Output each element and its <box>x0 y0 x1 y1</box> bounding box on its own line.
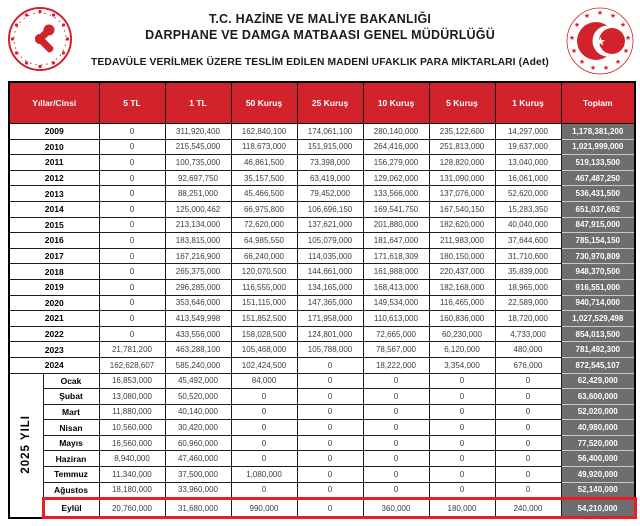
month-row <box>9 482 635 499</box>
month-label: Nisan <box>43 420 99 436</box>
ministry-title: T.C. HAZİNE VE MALİYE BAKANLIĞI <box>208 12 432 26</box>
svg-text:★: ★ <box>614 58 622 66</box>
year-row <box>9 326 635 342</box>
table-header-row <box>9 82 635 124</box>
year-label: 2018 <box>9 264 99 280</box>
svg-text:★: ★ <box>573 21 581 29</box>
year-row <box>9 217 635 233</box>
svg-text:★: ★ <box>583 12 591 20</box>
value-cell: 0 <box>231 451 297 467</box>
coin-delivery-table <box>8 81 637 519</box>
value-cell: 180,000 <box>429 499 495 518</box>
value-cell: 66,240,000 <box>231 248 297 264</box>
year-label: 2022 <box>9 326 99 342</box>
col-header-denomination: 10 Kuruş <box>363 82 429 124</box>
svg-text:★: ★ <box>595 34 606 49</box>
total-cell: 1,027,529,498 <box>561 311 635 327</box>
ministry-seal-logo <box>564 4 636 81</box>
year-label: 2012 <box>9 170 99 186</box>
value-cell: 251,813,000 <box>429 139 495 155</box>
value-cell: 110,613,000 <box>363 311 429 327</box>
value-cell: 0 <box>297 482 363 499</box>
value-cell: 0 <box>495 404 561 420</box>
total-cell: 1,178,381,200 <box>561 124 635 140</box>
value-cell: 22,589,000 <box>495 295 561 311</box>
value-cell: 131,090,000 <box>429 170 495 186</box>
value-cell: 20,760,000 <box>99 499 165 518</box>
value-cell: 84,000 <box>231 373 297 389</box>
year-label: 2009 <box>9 124 99 140</box>
value-cell: 40,040,000 <box>495 217 561 233</box>
total-cell: 519,133,500 <box>561 155 635 171</box>
year-row <box>9 155 635 171</box>
value-cell: 0 <box>99 311 165 327</box>
value-cell: 220,437,000 <box>429 264 495 280</box>
value-cell: 0 <box>363 467 429 483</box>
value-cell: 18,720,000 <box>495 311 561 327</box>
month-label: Şubat <box>43 389 99 405</box>
value-cell: 265,375,000 <box>165 264 231 280</box>
value-cell: 0 <box>99 248 165 264</box>
value-cell: 133,566,000 <box>363 186 429 202</box>
value-cell: 0 <box>429 389 495 405</box>
month-label: Mayıs <box>43 435 99 451</box>
value-cell: 433,556,000 <box>165 326 231 342</box>
value-cell: 0 <box>297 357 363 373</box>
value-cell: 0 <box>495 435 561 451</box>
col-header-denomination: 5 Kuruş <box>429 82 495 124</box>
month-label: Ocak <box>43 373 99 389</box>
total-cell: 52,140,000 <box>561 482 635 499</box>
value-cell: 0 <box>99 170 165 186</box>
value-cell: 151,115,000 <box>231 295 297 311</box>
value-cell: 118,673,000 <box>231 139 297 155</box>
value-cell: 167,540,150 <box>429 201 495 217</box>
month-label: Eylül <box>43 499 99 518</box>
value-cell: 463,288,100 <box>165 342 231 358</box>
value-cell: 114,035,000 <box>297 248 363 264</box>
value-cell: 105,079,000 <box>297 233 363 249</box>
value-cell: 0 <box>363 451 429 467</box>
value-cell: 0 <box>363 482 429 499</box>
value-cell: 676,000 <box>495 357 561 373</box>
total-cell: 916,551,000 <box>561 279 635 295</box>
value-cell: 21,781,200 <box>99 342 165 358</box>
value-cell: 162,628,607 <box>99 357 165 373</box>
year-row <box>9 357 635 373</box>
value-cell: 171,618,309 <box>363 248 429 264</box>
year-label: 2010 <box>9 139 99 155</box>
svg-text:★: ★ <box>609 12 617 20</box>
value-cell: 72,665,000 <box>363 326 429 342</box>
total-cell: 62,429,000 <box>561 373 635 389</box>
value-cell: 0 <box>99 279 165 295</box>
value-cell: 0 <box>99 233 165 249</box>
value-cell: 18,180,000 <box>99 482 165 499</box>
month-row <box>9 389 635 405</box>
value-cell: 0 <box>495 467 561 483</box>
value-cell: 169,541,750 <box>363 201 429 217</box>
year-row <box>9 124 635 140</box>
value-cell: 0 <box>99 124 165 140</box>
month-row <box>9 467 635 483</box>
value-cell: 50,520,000 <box>165 389 231 405</box>
total-cell: 785,154,150 <box>561 233 635 249</box>
value-cell: 0 <box>429 420 495 436</box>
value-cell: 60,960,000 <box>165 435 231 451</box>
year-row <box>9 264 635 280</box>
value-cell: 0 <box>429 467 495 483</box>
value-cell: 0 <box>495 420 561 436</box>
value-cell: 31,710,600 <box>495 248 561 264</box>
value-cell: 0 <box>297 467 363 483</box>
value-cell: 19,637,000 <box>495 139 561 155</box>
value-cell: 201,880,000 <box>363 217 429 233</box>
value-cell: 0 <box>429 451 495 467</box>
year-row <box>9 170 635 186</box>
month-label: Haziran <box>43 451 99 467</box>
month-row <box>9 420 635 436</box>
value-cell: 0 <box>99 155 165 171</box>
value-cell: 360,000 <box>363 499 429 518</box>
year-label: 2023 <box>9 342 99 358</box>
value-cell: 0 <box>297 420 363 436</box>
value-cell: 45,492,000 <box>165 373 231 389</box>
value-cell: 156,279,000 <box>363 155 429 171</box>
value-cell: 30,420,000 <box>165 420 231 436</box>
year-row <box>9 279 635 295</box>
value-cell: 0 <box>297 373 363 389</box>
total-cell: 56,400,000 <box>561 451 635 467</box>
value-cell: 162,840,100 <box>231 124 297 140</box>
value-cell: 147,365,000 <box>297 295 363 311</box>
value-cell: 46,861,500 <box>231 155 297 171</box>
year-label: 2017 <box>9 248 99 264</box>
total-cell: 872,545,107 <box>561 357 635 373</box>
value-cell: 45,466,500 <box>231 186 297 202</box>
value-cell: 11,880,000 <box>99 404 165 420</box>
value-cell: 182,620,000 <box>429 217 495 233</box>
col-header-denomination: 1 Kuruş <box>495 82 561 124</box>
value-cell: 11,340,000 <box>99 467 165 483</box>
value-cell: 134,165,000 <box>297 279 363 295</box>
value-cell: 280,140,000 <box>363 124 429 140</box>
value-cell: 585,240,000 <box>165 357 231 373</box>
value-cell: 0 <box>495 373 561 389</box>
value-cell: 37,644,600 <box>495 233 561 249</box>
total-cell: 63,600,000 <box>561 389 635 405</box>
value-cell: 37,500,000 <box>165 467 231 483</box>
total-cell: 781,492,300 <box>561 342 635 358</box>
value-cell: 35,839,000 <box>495 264 561 280</box>
value-cell: 1,080,000 <box>231 467 297 483</box>
month-label: Temmuz <box>43 467 99 483</box>
year-row <box>9 139 635 155</box>
value-cell: 183,815,000 <box>165 233 231 249</box>
group-label-2025-yili <box>9 373 43 518</box>
svg-text:★: ★ <box>568 34 576 42</box>
value-cell: 151,852,500 <box>231 311 297 327</box>
value-cell: 180,150,000 <box>429 248 495 264</box>
value-cell: 15,283,350 <box>495 201 561 217</box>
value-cell: 0 <box>99 326 165 342</box>
value-cell: 105,468,000 <box>231 342 297 358</box>
value-cell: 0 <box>429 435 495 451</box>
value-cell: 0 <box>363 435 429 451</box>
year-row <box>9 295 635 311</box>
value-cell: 40,140,000 <box>165 404 231 420</box>
value-cell: 0 <box>231 420 297 436</box>
value-cell: 0 <box>99 139 165 155</box>
col-header-denomination: 5 TL <box>99 82 165 124</box>
year-row <box>9 186 635 202</box>
value-cell: 0 <box>363 389 429 405</box>
value-cell: 78,567,000 <box>363 342 429 358</box>
year-row <box>9 311 635 327</box>
value-cell: 13,080,000 <box>99 389 165 405</box>
value-cell: 88,251,000 <box>165 186 231 202</box>
value-cell: 353,646,000 <box>165 295 231 311</box>
value-cell: 102,424,500 <box>231 357 297 373</box>
value-cell: 0 <box>495 451 561 467</box>
value-cell: 66,975,800 <box>231 201 297 217</box>
value-cell: 296,285,000 <box>165 279 231 295</box>
value-cell: 0 <box>99 295 165 311</box>
total-cell: 854,013,500 <box>561 326 635 342</box>
year-label: 2015 <box>9 217 99 233</box>
year-label: 2014 <box>9 201 99 217</box>
col-header-denomination: 1 TL <box>165 82 231 124</box>
value-cell: 6,120,000 <box>429 342 495 358</box>
value-cell: 0 <box>363 420 429 436</box>
value-cell: 105,788,000 <box>297 342 363 358</box>
col-header-years-type: Yıllar/Cinsi <box>9 82 99 124</box>
value-cell: 174,061,100 <box>297 124 363 140</box>
table-subtitle: TEDAVÜLE VERİLMEK ÜZERE TESLİM EDİLEN MADENİ UFAKLIK PARA MİKTARLARI (Adet) <box>91 56 549 68</box>
value-cell: 116,465,000 <box>429 295 495 311</box>
value-cell: 120,070,500 <box>231 264 297 280</box>
value-cell: 0 <box>495 482 561 499</box>
total-cell: 1,021,999,000 <box>561 139 635 155</box>
year-label: 2024 <box>9 357 99 373</box>
month-row <box>9 435 635 451</box>
value-cell: 413,549,998 <box>165 311 231 327</box>
value-cell: 13,040,000 <box>495 155 561 171</box>
value-cell: 0 <box>231 389 297 405</box>
value-cell: 181,647,000 <box>363 233 429 249</box>
value-cell: 33,960,000 <box>165 482 231 499</box>
value-cell: 264,416,000 <box>363 139 429 155</box>
value-cell: 211,983,000 <box>429 233 495 249</box>
value-cell: 160,836,000 <box>429 311 495 327</box>
year-row <box>9 248 635 264</box>
total-cell: 52,020,000 <box>561 404 635 420</box>
value-cell: 31,680,000 <box>165 499 231 518</box>
year-label: 2020 <box>9 295 99 311</box>
svg-text:★: ★ <box>589 64 597 72</box>
svg-text:★: ★ <box>622 47 630 55</box>
year-label: 2016 <box>9 233 99 249</box>
year-label: 2021 <box>9 311 99 327</box>
month-label: Ağustos <box>43 482 99 499</box>
value-cell: 137,621,000 <box>297 217 363 233</box>
year-row <box>9 201 635 217</box>
value-cell: 0 <box>99 264 165 280</box>
value-cell: 0 <box>297 404 363 420</box>
darphane-seal-logo <box>4 4 76 77</box>
value-cell: 3,354,000 <box>429 357 495 373</box>
value-cell: 235,122,600 <box>429 124 495 140</box>
value-cell: 100,735,000 <box>165 155 231 171</box>
value-cell: 16,061,000 <box>495 170 561 186</box>
total-cell: 77,520,000 <box>561 435 635 451</box>
value-cell: 151,915,000 <box>297 139 363 155</box>
total-cell: 948,370,500 <box>561 264 635 280</box>
value-cell: 0 <box>297 499 363 518</box>
value-cell: 0 <box>99 217 165 233</box>
value-cell: 0 <box>429 482 495 499</box>
value-cell: 4,733,000 <box>495 326 561 342</box>
total-cell: 847,915,000 <box>561 217 635 233</box>
value-cell: 47,460,000 <box>165 451 231 467</box>
value-cell: 125,000,462 <box>165 201 231 217</box>
value-cell: 0 <box>297 389 363 405</box>
directorate-title: DARPHANE VE DAMGA MATBAASI GENEL MÜDÜRLÜĞÜ <box>145 28 495 43</box>
year-label: 2011 <box>9 155 99 171</box>
value-cell: 0 <box>495 389 561 405</box>
value-cell: 73,398,000 <box>297 155 363 171</box>
year-row <box>9 233 635 249</box>
value-cell: 35,157,500 <box>231 170 297 186</box>
value-cell: 311,920,400 <box>165 124 231 140</box>
value-cell: 213,134,000 <box>165 217 231 233</box>
total-cell: 49,920,000 <box>561 467 635 483</box>
value-cell: 0 <box>363 373 429 389</box>
value-cell: 158,028,500 <box>231 326 297 342</box>
value-cell: 116,555,000 <box>231 279 297 295</box>
value-cell: 0 <box>363 404 429 420</box>
value-cell: 182,168,000 <box>429 279 495 295</box>
value-cell: 18,965,000 <box>495 279 561 295</box>
year-row <box>9 342 635 358</box>
svg-text:★: ★ <box>570 47 578 55</box>
value-cell: 16,560,000 <box>99 435 165 451</box>
year-label: 2019 <box>9 279 99 295</box>
value-cell: 0 <box>297 435 363 451</box>
total-cell: 940,714,000 <box>561 295 635 311</box>
total-cell: 40,980,000 <box>561 420 635 436</box>
value-cell: 8,940,000 <box>99 451 165 467</box>
value-cell: 0 <box>99 186 165 202</box>
value-cell: 72,620,000 <box>231 217 297 233</box>
col-header-total: Toplam <box>561 82 635 124</box>
value-cell: 0 <box>429 373 495 389</box>
darphane-mint-seal-icon <box>7 6 73 77</box>
month-row <box>9 404 635 420</box>
col-header-denomination: 50 Kuruş <box>231 82 297 124</box>
group-label-text: 2025 YILI <box>19 414 32 474</box>
svg-text:★: ★ <box>619 21 627 29</box>
title-block <box>76 4 564 68</box>
value-cell: 129,062,000 <box>363 170 429 186</box>
value-cell: 149,534,000 <box>363 295 429 311</box>
svg-text:★: ★ <box>596 9 604 17</box>
value-cell: 168,413,000 <box>363 279 429 295</box>
total-cell: 54,210,000 <box>561 499 635 518</box>
year-label: 2013 <box>9 186 99 202</box>
value-cell: 0 <box>429 404 495 420</box>
month-row <box>9 499 635 518</box>
total-cell: 651,037,662 <box>561 201 635 217</box>
value-cell: 10,560,000 <box>99 420 165 436</box>
value-cell: 240,000 <box>495 499 561 518</box>
total-cell: 536,431,500 <box>561 186 635 202</box>
value-cell: 990,000 <box>231 499 297 518</box>
value-cell: 144,661,000 <box>297 264 363 280</box>
value-cell: 128,820,000 <box>429 155 495 171</box>
total-cell: 730,970,809 <box>561 248 635 264</box>
month-row <box>9 373 635 389</box>
value-cell: 60,230,000 <box>429 326 495 342</box>
col-header-denomination: 25 Kuruş <box>297 82 363 124</box>
value-cell: 64,985,550 <box>231 233 297 249</box>
value-cell: 52,620,000 <box>495 186 561 202</box>
value-cell: 137,076,000 <box>429 186 495 202</box>
value-cell: 18,222,000 <box>363 357 429 373</box>
value-cell: 0 <box>231 404 297 420</box>
value-cell: 215,545,000 <box>165 139 231 155</box>
treasury-finance-crescent-star-seal-icon <box>565 6 635 81</box>
value-cell: 14,297,000 <box>495 124 561 140</box>
value-cell: 63,419,000 <box>297 170 363 186</box>
month-row <box>9 451 635 467</box>
value-cell: 0 <box>297 451 363 467</box>
value-cell: 0 <box>99 201 165 217</box>
value-cell: 0 <box>231 435 297 451</box>
svg-text:★: ★ <box>624 34 632 42</box>
svg-text:★: ★ <box>602 64 610 72</box>
value-cell: 167,216,900 <box>165 248 231 264</box>
value-cell: 92,697,750 <box>165 170 231 186</box>
value-cell: 171,958,000 <box>297 311 363 327</box>
document-header <box>0 0 640 76</box>
value-cell: 79,452,000 <box>297 186 363 202</box>
value-cell: 161,988,000 <box>363 264 429 280</box>
month-label: Mart <box>43 404 99 420</box>
value-cell: 480,000 <box>495 342 561 358</box>
total-cell: 467,487,250 <box>561 170 635 186</box>
svg-text:★: ★ <box>578 58 586 66</box>
value-cell: 16,853,000 <box>99 373 165 389</box>
value-cell: 124,801,000 <box>297 326 363 342</box>
value-cell: 0 <box>231 482 297 499</box>
value-cell: 106,696,150 <box>297 201 363 217</box>
